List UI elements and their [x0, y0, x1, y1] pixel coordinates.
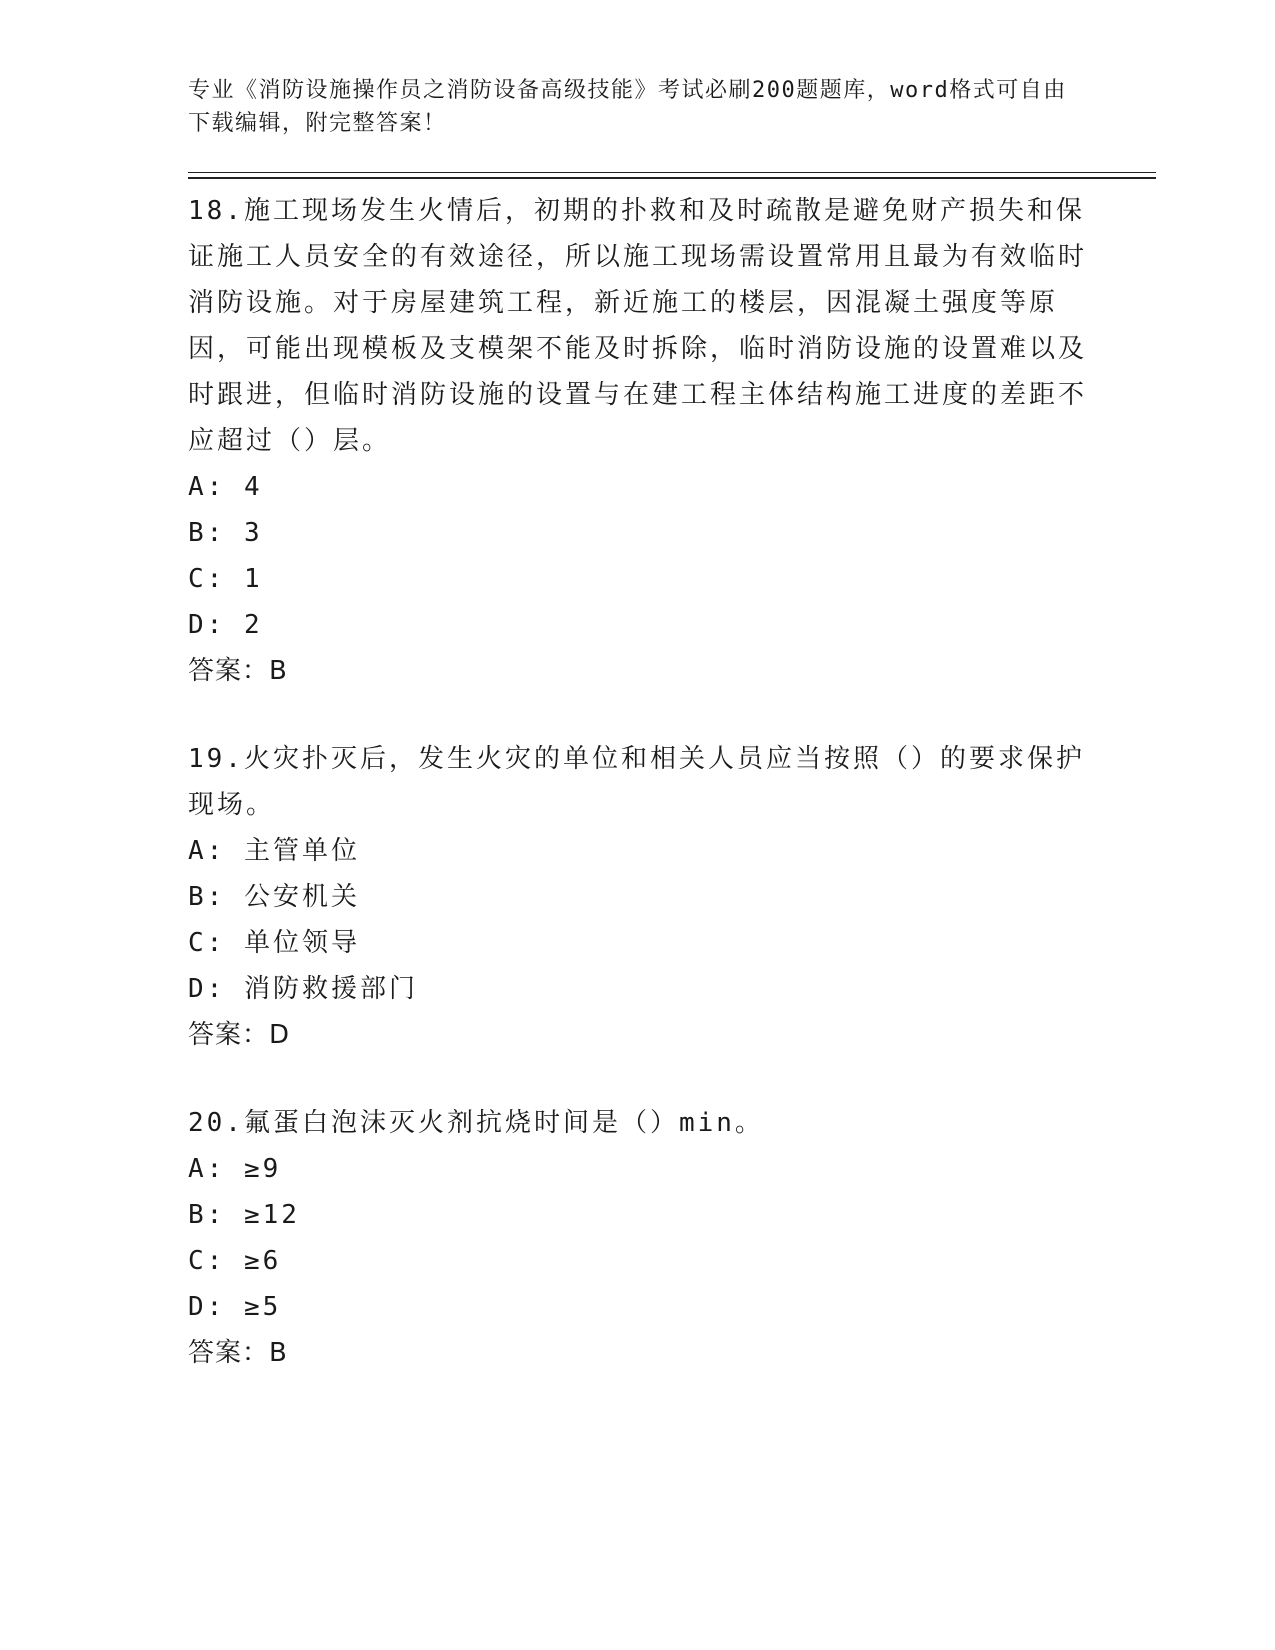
answer-line: 答案：D: [188, 1020, 291, 1050]
option-d: D: ≥5: [188, 1292, 282, 1322]
option-d: D: 2: [188, 610, 263, 640]
question-20: [188, 1100, 1088, 1376]
option-c: C: 单位领导: [188, 928, 360, 958]
option-b: B: 3: [188, 518, 263, 548]
option-a: A: 4: [188, 472, 263, 502]
option-c: C: 1: [188, 564, 263, 594]
header-divider-top: [188, 172, 1156, 173]
option-a: A: ≥9: [188, 1154, 282, 1184]
header-divider-bottom: [188, 177, 1156, 179]
answer-line: 答案：B: [188, 1338, 288, 1368]
question-list: [188, 188, 1088, 1418]
option-b: B: ≥12: [188, 1200, 300, 1230]
question-stem: 18.施工现场发生火情后，初期的扑救和及时疏散是避免财产损失和保证施工人员安全的有效途径，所以施工现场需设置常用且最为有效临时消防设施。对于房屋建筑工程，新近施工的楼层，因混凝土强度等原因，可能出现模板及支模架不能及时拆除，临时消防设施的设置难以及时跟进，但临时消防设施的设置与在建工程主体结构施工进度的差距不应超过（）层。: [188, 196, 1088, 456]
document-header: 专业《消防设施操作员之消防设备高级技能》考试必刷200题题库，word格式可自由下载编辑，附完整答案！: [188, 78, 1067, 136]
option-d: D: 消防救援部门: [188, 974, 418, 1004]
question-stem: 20.氟蛋白泡沫灭火剂抗烧时间是（）min。: [188, 1108, 764, 1138]
option-c: C: ≥6: [188, 1246, 282, 1276]
question-stem: 19.火灾扑灭后，发生火灾的单位和相关人员应当按照（）的要求保护现场。: [188, 744, 1085, 820]
option-a: A: 主管单位: [188, 836, 360, 866]
question-19: [188, 736, 1088, 1058]
question-18: [188, 188, 1088, 694]
answer-line: 答案：B: [188, 656, 288, 686]
option-b: B: 公安机关: [188, 882, 360, 912]
